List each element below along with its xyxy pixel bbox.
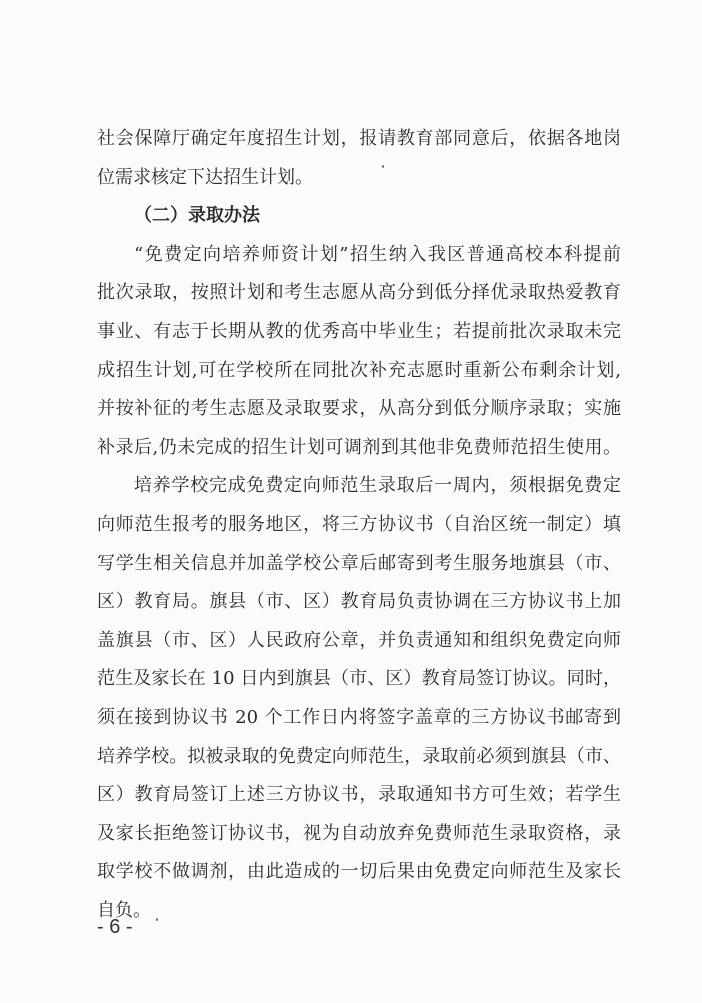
text-line: 范生及家长在 10 日内到旗县（市、区）教育局签订协议。同时，: [97, 668, 621, 690]
text-line: “免费定向培养师资计划”招生纳入我区普通高校本科提前: [134, 243, 621, 265]
text-line: 补录后,仍未完成的招生计划可调剂到其他非免费师范招生使用。: [97, 436, 621, 458]
text-line: 写学生相关信息并加盖学校公章后邮寄到考生服务地旗县（市、: [97, 552, 621, 574]
text-line: 区）教育局。旗县（市、区）教育局负责协调在三方协议书上加: [97, 591, 621, 613]
text-line: 成招生计划,可在学校所在同批次补充志愿时重新公布剩余计划,: [97, 359, 621, 381]
text-line: 位需求核定下达招生计划。: [97, 166, 313, 188]
text-line: 批次录取，按照计划和考生志愿从高分到低分择优录取热爱教育: [97, 282, 621, 304]
text-line: 培养学校完成免费定向师范生录取后一周内，须根据免费定: [134, 475, 621, 497]
text-line: 并按补征的考生志愿及录取要求，从高分到低分顺序录取；实施: [97, 398, 621, 420]
text-line: 盖旗县（市、区）人民政府公章，并负责通知和组织免费定向师: [97, 629, 621, 651]
section-heading: （二）录取办法: [134, 205, 260, 227]
text-line: 事业、有志于长期从教的优秀高中毕业生；若提前批次录取未完: [97, 320, 621, 342]
scan-speck: [382, 165, 384, 168]
text-line: 区）教育局签订上述三方协议书，录取通知书方可生效；若学生: [97, 784, 621, 806]
text-line: 取学校不做调剂，由此造成的一切后果由免费定向师范生及家长: [97, 861, 621, 883]
scan-speck: [156, 918, 158, 921]
page-number: - 6 -: [97, 916, 133, 938]
text-line: 培养学校。拟被录取的免费定向师范生，录取前必须到旗县（市、: [97, 745, 621, 767]
document-body: [97, 120, 621, 930]
text-line: 社会保障厅确定年度招生计划，报请教育部同意后，依据各地岗: [97, 128, 621, 149]
text-line: 自负。: [97, 899, 151, 921]
text-line: 及家长拒绝签订协议书，视为自动放弃免费师范生录取资格，录: [97, 822, 621, 844]
text-line: 向师范生报考的服务地区，将三方协议书（自治区统一制定）填: [97, 513, 621, 535]
text-line: 须在接到协议书 20 个工作日内将签字盖章的三方协议书邮寄到: [97, 706, 621, 728]
